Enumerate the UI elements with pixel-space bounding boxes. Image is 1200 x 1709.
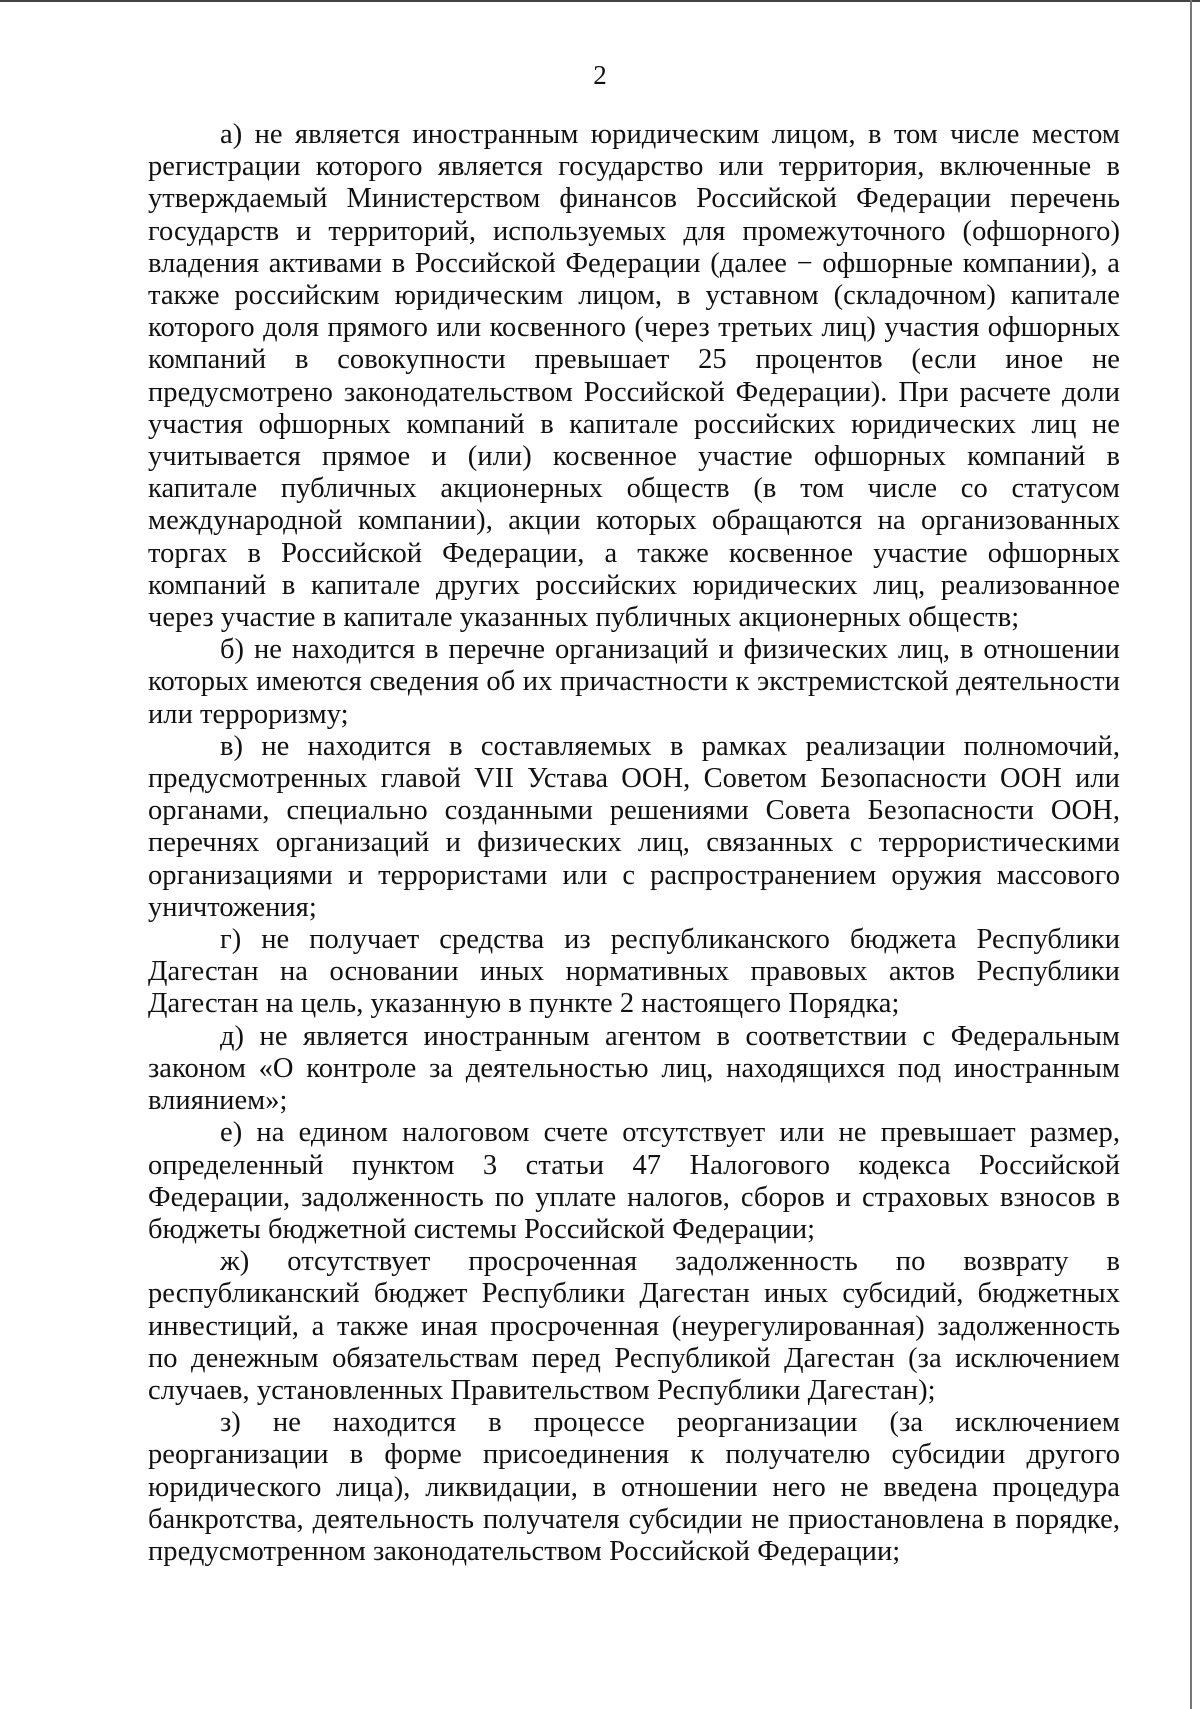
paragraph-b: б) не находится в перечне организаций и физических лиц, в отношении которых имеются сведения об их причастности к экстремистской деятельности или терроризму; [148, 634, 1120, 730]
paragraph-z: з) не находится в процессе реорганизации (за исключением реорганизации в форме присоединения к получателю субсидии другого юридического лица), ликвидации, в отношении него не введена процедура банкротства, деятельность получателя субсидии не приостановлена в порядке, предусмотренном законодательством Российской Федерации; [148, 1407, 1120, 1567]
document-body [148, 119, 1120, 1568]
page-number: 2 [593, 60, 607, 90]
paragraph-a: а) не является иностранным юридическим лицом, в том числе местом регистрации которого является государство или территория, включенные в утверждаемый Министерством финансов Российской Федерации перечень государств и территорий, используемых для промежуточного (офшорного) владения активами в Российской Федерации (далее − офшорные компании), а также российским юридическим лицом, в уставном (складочном) капитале которого доля прямого или косвенного (через третьих лиц) участия офшорных компаний в совокупности превышает 25 процентов (если иное не предусмотрено законодательством Российской Федерации). При расчете доли участия офшорных компаний в капитале российских юридических лиц не учитывается прямое и (или) косвенное участие офшорных компаний в капитале публичных акционерных обществ (в том числе со статусом международной компании), акции которых обращаются на организованных торгах в Российской Федерации, а также косвенное участие офшорных компаний в капитале других российских юридических лиц, реализованное через участие в капитале указанных публичных акционерных обществ; [148, 119, 1120, 634]
paragraph-v: в) не находится в составляемых в рамках реализации полномочий, предусмотренных главой VII Устава ООН, Советом Безопасности ООН или органами, специально созданными решениями Совета Безопасности ООН, перечнях организаций и физических лиц, связанных с террористическими организациями и террористами или с распространением оружия массового уничтожения; [148, 730, 1120, 923]
scan-top-edge [0, 0, 1200, 2]
paragraph-e: е) на едином налоговом счете отсутствует или не превышает размер, определенный пунктом 3 статьи 47 Налогового кодекса Российской Федерации, задолженность по уплате налогов, сборов и страховых взносов в бюджеты бюджетной системы Российской Федерации; [148, 1117, 1120, 1245]
paragraph-d: д) не является иностранным агентом в соответствии с Федеральным законом «О контроле за деятельностью лиц, находящихся под иностранным влиянием»; [148, 1020, 1120, 1117]
scan-right-edge [1190, 0, 1192, 1709]
paragraph-g: г) не получает средства из республиканского бюджета Республики Дагестан на основании иных нормативных правовых актов Республики Дагестан на цель, указанную в пункте 2 настоящего Порядка; [148, 924, 1120, 1020]
paragraph-zh: ж) отсутствует просроченная задолженность по возврату в республиканский бюджет Республики Дагестан иных субсидий, бюджетных инвестиций, а также иная просроченная (неурегулированная) задолженность по денежным обязательствам перед Республикой Дагестан (за исключением случаев, установленных Правительством Республики Дагестан); [148, 1246, 1120, 1406]
